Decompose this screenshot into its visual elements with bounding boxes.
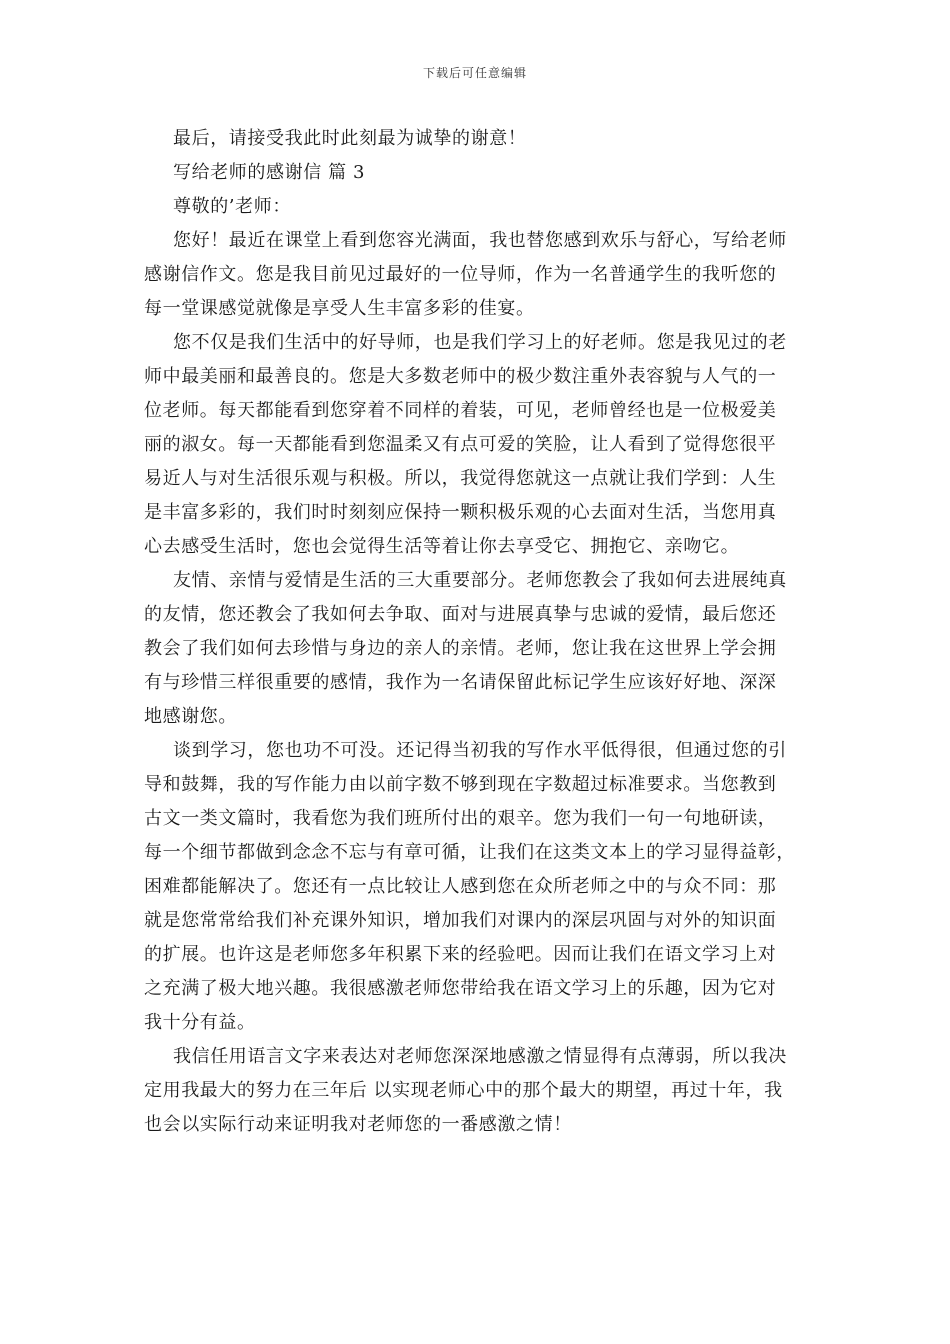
text-line: 我信任用语言文字来表达对老师您深深地感激之情显得有点薄弱，所以我决: [173, 1046, 787, 1067]
salutation: 尊敬的’老师：: [173, 196, 291, 217]
text-line: 之充满了极大地兴趣。我很感激老师您带给我在语文学习上的乐趣，因为它对: [144, 978, 777, 999]
page-header: 下载后可任意编辑: [422, 66, 527, 80]
section-title: 写给老师的感谢信 篇 3: [173, 162, 366, 183]
text-line: 谈到学习，您也功不可没。还记得当初我的写作水平低得很，但通过您的引: [173, 740, 787, 761]
text-line: 的扩展。也许这是老师您多年积累下来的经验吧。因而让我们在语文学习上对: [144, 944, 777, 965]
text-line: 易近人与对生活很乐观与积极。所以，我觉得您就这一点就让我们学到：人生: [144, 468, 777, 489]
text-line: 友情、亲情与爱情是生活的三大重要部分。老师您教会了我如何去进展纯真: [173, 570, 787, 591]
text-line: 地感谢您。: [144, 706, 237, 727]
text-line: 教会了我们如何去珍惜与身边的亲人的亲情。老师，您让我在这世界上学会拥: [144, 638, 777, 659]
text-line: 定用我最大的努力在三年后 以实现老师心中的那个最大的期望，再过十年，我: [144, 1080, 783, 1101]
text-line: 也会以实际行动来证明我对老师您的一番感激之情！: [144, 1114, 572, 1135]
letter-body: [144, 122, 818, 1142]
text-line: 每一个细节都做到念念不忘与有章可循，让我们在这类文本上的学习显得益彰，: [144, 842, 795, 863]
text-line: 是丰富多彩的，我们时时刻刻应保持一颗积极乐观的心去面对生活，当您用真: [144, 502, 777, 523]
text-line: 师中最美丽和最善良的。您是大多数老师中的极少数注重外表容貌与人气的一: [144, 366, 777, 387]
text-line: 的友情，您还教会了我如何去争取、面对与进展真挚与忠诚的爱情，最后您还: [144, 604, 777, 625]
text-line: 古文一类文篇时，我看您为我们班所付出的艰辛。您为我们一句一句地研读，: [144, 808, 777, 829]
text-line: 有与珍惜三样很重要的感情，我作为一名请保留此标记学生应该好好地、深深: [144, 672, 777, 693]
text-line: 您不仅是我们生活中的好导师，也是我们学习上的好老师。您是我见过的老: [173, 332, 787, 353]
text-line: 您好！最近在课堂上看到您容光满面，我也替您感到欢乐与舒心，写给老师: [173, 230, 787, 251]
text-line: 丽的淑女。每一天都能看到您温柔又有点可爱的笑脸，让人看到了觉得您很平: [144, 434, 777, 455]
text-line: 最后，请接受我此时此刻最为诚挚的谢意！: [173, 128, 527, 149]
text-line: 就是您常常给我们补充课外知识，增加我们对课内的深层巩固与对外的知识面: [144, 910, 777, 931]
text-line: 导和鼓舞，我的写作能力由以前字数不够到现在字数超过标准要求。当您教到: [144, 774, 777, 795]
text-line: 感谢信作文。您是我目前见过最好的一位导师，作为一名普通学生的我听您的: [144, 264, 777, 285]
text-line: 我十分有益。: [144, 1012, 256, 1033]
text-line: 心去感受生活时，您也会觉得生活等着让你去享受它、拥抱它、亲吻它。: [144, 536, 740, 557]
text-line: 每一堂课感觉就像是享受人生丰富多彩的佳宴。: [144, 298, 535, 319]
text-line: 位老师。每天都能看到您穿着不同样的着装，可见，老师曾经也是一位极爱美: [144, 400, 777, 421]
text-line: 困难都能解决了。您还有一点比较让人感到您在众所老师之中的与众不同：那: [144, 876, 777, 897]
